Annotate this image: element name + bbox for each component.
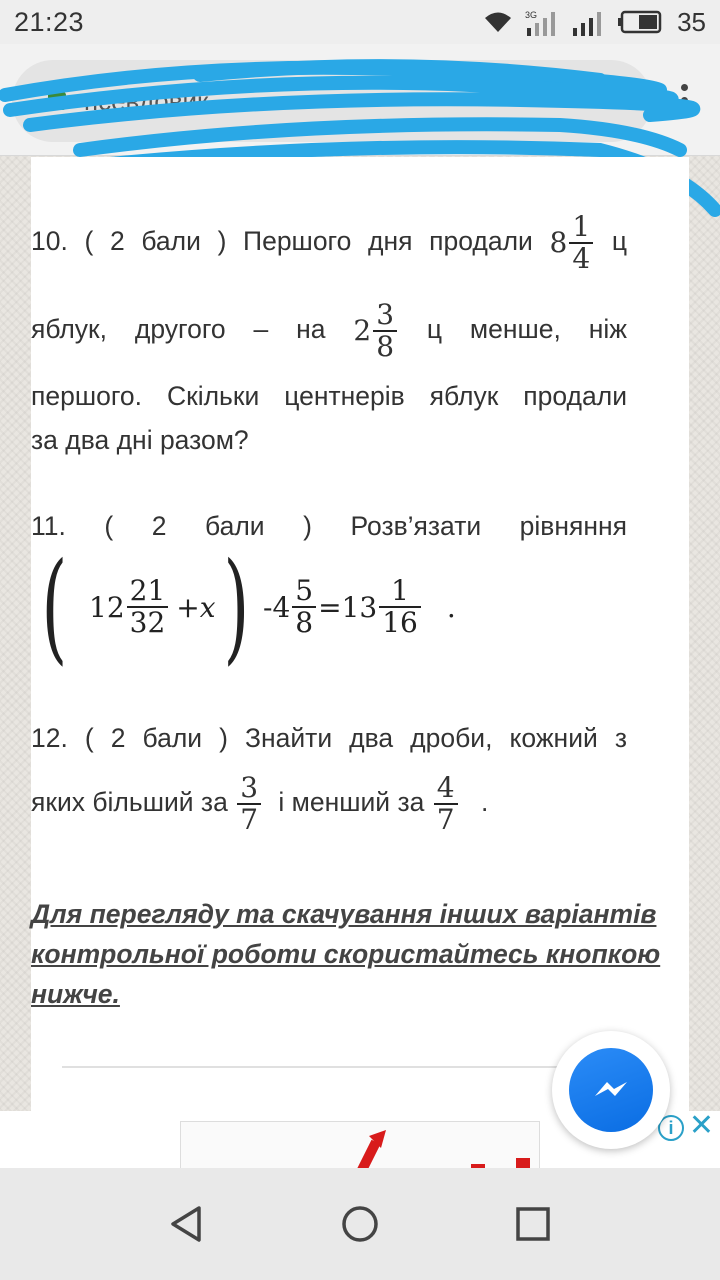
eq-frac2-den: 8	[292, 606, 316, 638]
network-label: 3G	[525, 10, 538, 20]
navigation-bar	[0, 1168, 720, 1280]
eq-equals: =13	[318, 590, 378, 624]
q10-frac2	[373, 300, 397, 362]
eq-frac2	[292, 576, 316, 638]
q10-frac2-whole: 2	[353, 314, 372, 347]
q10-line4: за два дні разом?	[31, 425, 249, 455]
q11-line1: 11. ( 2 бали ) Розв’язати рівняння	[31, 511, 627, 541]
q10-frac1-whole: 8	[549, 226, 568, 259]
q12-text-start: яких більший за	[31, 787, 228, 817]
q10-frac1-den: 4	[569, 242, 593, 274]
home-icon[interactable]	[340, 1204, 380, 1244]
signal-3g-icon	[525, 8, 559, 36]
q11-equation	[31, 538, 491, 678]
eq-frac1-den: 32	[127, 606, 169, 638]
eq-frac1	[127, 576, 169, 638]
right-paren: )	[223, 538, 250, 677]
status-time: 21:23	[14, 6, 85, 37]
q10-line3: першого. Скільки центнерів яблук продали	[31, 381, 627, 411]
address-bar[interactable]	[12, 60, 652, 142]
eq-plus-x: +x	[176, 590, 216, 624]
eq-left-group	[89, 576, 216, 638]
eq-frac3-den: 16	[379, 606, 421, 638]
q10-line2	[31, 294, 627, 364]
q12-text-end: .	[480, 787, 489, 817]
q12-frac2	[434, 773, 458, 835]
eq-whole1: 12	[89, 590, 125, 624]
q12-line2	[31, 764, 627, 840]
signal-icon	[571, 8, 605, 36]
ad-image[interactable]	[180, 1121, 540, 1168]
eq-frac3-num: 1	[391, 574, 409, 607]
eq-right-group	[263, 576, 456, 638]
q10-text1: 10. ( 2 бали ) Першого дня продали	[31, 226, 533, 256]
ad-info-icon[interactable]: i	[658, 1115, 684, 1141]
q12-frac1	[237, 773, 261, 835]
status-icons	[483, 7, 706, 38]
more-vert-icon[interactable]	[678, 84, 690, 123]
messenger-button[interactable]	[552, 1031, 670, 1149]
back-icon[interactable]	[167, 1204, 207, 1244]
q10-frac1-num: 1	[572, 210, 591, 243]
q12-line1: 12. ( 2 бали ) Знайти два дроби, кожний з	[31, 723, 627, 753]
q10-line1	[31, 206, 627, 276]
q12-frac1-num: 3	[240, 771, 259, 804]
eq-frac3	[379, 576, 421, 638]
note-link-line3[interactable]: нижче.	[31, 979, 120, 1009]
ad-arrow-icon	[181, 1122, 541, 1168]
eq-frac2-num: 5	[295, 574, 314, 607]
note-link-line1[interactable]: Для перегляду та скачування інших варіантів	[31, 899, 657, 929]
q10-text2: яблук, другого – на	[31, 314, 326, 344]
messenger-icon	[569, 1048, 653, 1132]
left-paren: (	[41, 538, 68, 677]
battery-icon	[617, 10, 663, 34]
q12-text-mid: і менший за	[278, 787, 425, 817]
wifi-icon	[483, 10, 513, 34]
q12-frac1-den: 7	[237, 803, 261, 835]
note-link-line2[interactable]: контрольної роботи скористайтесь кнопкою	[31, 939, 661, 969]
recents-icon[interactable]	[513, 1204, 553, 1244]
q12-frac2-num: 4	[436, 771, 455, 804]
eq-frac1-num: 21	[129, 574, 166, 607]
ad-close-icon[interactable]: ✕	[688, 1111, 714, 1142]
eq-dot: .	[446, 590, 456, 624]
divider	[62, 1066, 562, 1068]
url-text: псевдовик	[84, 85, 209, 116]
status-bar	[0, 0, 720, 44]
q10-text2-end: ц менше, ніж	[426, 314, 627, 344]
q10-frac2-num: 3	[376, 298, 395, 331]
q10-unit1: ц	[611, 226, 627, 256]
browser-toolbar	[0, 44, 720, 156]
q10-frac2-den: 8	[373, 330, 397, 362]
lock-icon	[48, 92, 66, 110]
q12-frac2-den: 7	[434, 803, 458, 835]
eq-minus: -4	[263, 590, 291, 624]
q10-frac1	[569, 212, 593, 274]
battery-level: 35	[677, 6, 706, 37]
